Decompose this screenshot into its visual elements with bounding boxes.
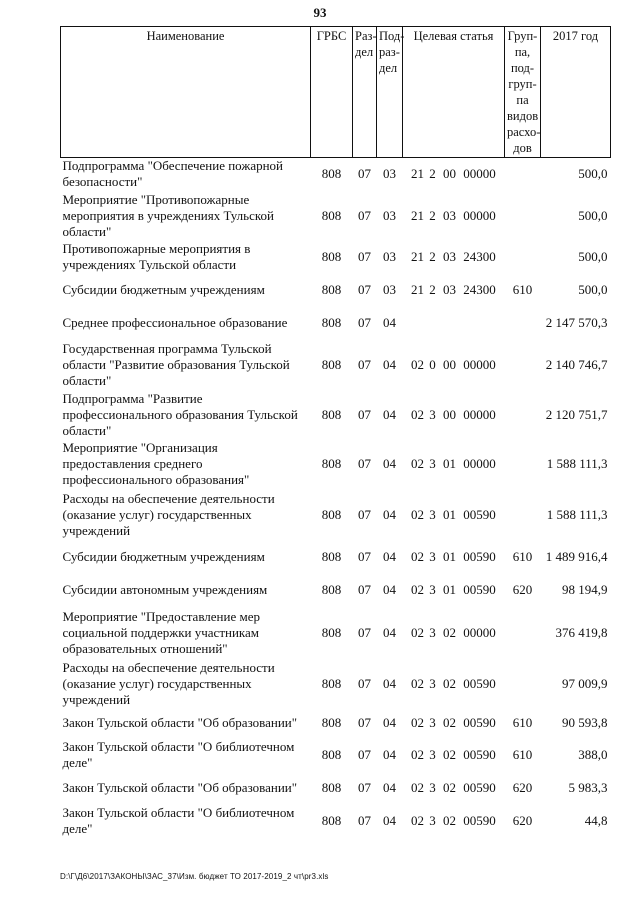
target-article-part: 2	[429, 249, 436, 264]
target-article-part: 02	[411, 406, 424, 422]
target-article-part: 00	[443, 357, 456, 372]
row-name: Мероприятие "Организация предоставления среднего профессионального образования"	[62, 439, 250, 487]
row-section: 07	[358, 357, 371, 372]
target-article-part: 03	[443, 249, 456, 264]
row-amount: 1 588 111,3	[546, 455, 608, 471]
row-subsection: 04	[383, 548, 396, 564]
table-row	[61, 607, 611, 659]
target-article-part: 2	[429, 207, 436, 223]
row-section: 07	[358, 207, 371, 223]
row-expense-group	[505, 340, 541, 391]
table-header	[61, 27, 611, 158]
target-article-part: 3	[429, 714, 436, 730]
table-row	[61, 158, 611, 191]
row-section: 07	[358, 675, 371, 691]
header-year: 2017 год	[541, 27, 611, 158]
target-article-part: 2	[429, 282, 436, 297]
target-article-part: 00590	[463, 747, 496, 762]
row-amount: 2 140 746,7	[545, 357, 608, 372]
row-subsection: 04	[383, 812, 396, 828]
row-amount: 388,0	[578, 747, 608, 762]
row-section: 07	[358, 166, 371, 182]
target-article-part: 0	[429, 357, 436, 372]
row-target-article	[403, 241, 505, 274]
row-subsection: 04	[383, 675, 396, 691]
target-article-part: 02	[411, 624, 424, 640]
row-name: Расходы на обеспечение деятельности (оказание услуг) государственных учреждений	[62, 659, 275, 707]
table-row	[61, 659, 611, 709]
page-number: 93	[313, 5, 327, 20]
target-article-part: 01	[443, 506, 456, 522]
row-grbs: 808	[321, 812, 342, 828]
row-grbs: 808	[321, 207, 342, 223]
row-section: 07	[358, 455, 371, 471]
row-subsection: 04	[383, 455, 396, 471]
row-section: 07	[358, 714, 371, 730]
row-target-article	[403, 439, 505, 489]
row-amount: 5 983,3	[568, 780, 608, 795]
target-article-part: 00590	[463, 675, 496, 691]
row-grbs: 808	[321, 548, 342, 564]
row-grbs: 808	[321, 675, 342, 691]
row-expense-group	[505, 607, 541, 659]
row-section: 07	[358, 506, 371, 522]
target-article-part: 00590	[463, 548, 496, 564]
row-name: Закон Тульской области "О библиотечном деле"	[62, 739, 295, 770]
table-row	[61, 737, 611, 774]
row-subsection: 04	[383, 714, 396, 730]
row-section: 07	[358, 624, 371, 640]
row-expense-group	[505, 241, 541, 274]
target-article-part: 00000	[463, 166, 496, 182]
row-amount: 97 009,9	[562, 675, 608, 691]
target-article-part: 21	[411, 249, 424, 264]
row-target-article	[403, 709, 505, 737]
row-target-article	[403, 607, 505, 659]
target-article-part: 01	[443, 581, 456, 597]
row-subsection: 03	[383, 282, 396, 297]
row-subsection: 03	[383, 207, 396, 223]
row-grbs: 808	[321, 714, 342, 730]
table-row	[61, 340, 611, 391]
table-row	[61, 541, 611, 573]
row-expense-group: 620	[512, 581, 533, 597]
row-subsection: 04	[383, 357, 396, 372]
target-article-part: 3	[429, 506, 436, 522]
row-expense-group	[505, 158, 541, 191]
row-name: Мероприятие "Предоставление мер социальной поддержки участникам образовательных отношений"	[62, 608, 260, 656]
target-article-part: 02	[411, 675, 424, 691]
row-name: Подпрограмма "Развитие профессионального образования Тульской области"	[62, 390, 298, 438]
target-article-part: 02	[443, 714, 456, 730]
row-target-article	[403, 803, 505, 839]
row-name: Субсидии автономным учреждениям	[62, 581, 268, 597]
target-article-part: 02	[411, 714, 424, 730]
table-row	[61, 191, 611, 241]
row-name: Закон Тульской области "О библиотечном деле"	[62, 804, 295, 836]
header-name: Наименование	[61, 27, 311, 158]
table-row	[61, 391, 611, 439]
row-name: Государственная программа Тульской области "Развитие образования Тульской области"	[62, 341, 290, 388]
row-expense-group: 620	[512, 780, 533, 795]
target-article-part: 02	[411, 780, 424, 795]
row-subsection: 04	[383, 406, 396, 422]
row-target-article	[403, 158, 505, 191]
row-subsection: 04	[383, 747, 396, 762]
row-grbs: 808	[321, 166, 342, 182]
target-article-part: 02	[443, 747, 456, 762]
header-section: Раз- дел	[353, 27, 377, 158]
target-article-part: 21	[411, 166, 424, 182]
row-amount: 376 419,8	[555, 624, 608, 640]
target-article-part: 02	[443, 780, 456, 795]
target-article-part: 01	[443, 548, 456, 564]
row-target-article	[403, 573, 505, 607]
target-article-part: 02	[411, 548, 424, 564]
row-target-article	[403, 191, 505, 241]
row-section: 07	[358, 747, 371, 762]
target-article-part: 2	[429, 166, 436, 182]
target-article-part: 02	[443, 624, 456, 640]
target-article-part: 02	[411, 747, 424, 762]
row-grbs: 808	[321, 506, 342, 522]
target-article-part: 00	[443, 406, 456, 422]
row-section: 07	[358, 581, 371, 597]
table-row	[61, 709, 611, 737]
table-row	[61, 274, 611, 307]
row-expense-group: 620	[512, 812, 533, 828]
row-grbs: 808	[321, 624, 342, 640]
target-article-part: 02	[411, 357, 424, 372]
row-amount: 500,0	[578, 166, 608, 182]
row-amount: 2 147 570,3	[545, 315, 608, 330]
row-name: Субсидии бюджетным учреждениям	[62, 548, 265, 564]
target-article-part: 3	[429, 780, 436, 795]
target-article-part: 00000	[463, 406, 496, 422]
row-section: 07	[358, 780, 371, 795]
row-name: Противопожарные мероприятия в учреждениях Тульской области	[62, 241, 251, 272]
row-amount: 1 588 111,3	[546, 506, 608, 522]
row-amount: 500,0	[578, 207, 608, 223]
header-grbs: ГРБС	[311, 27, 353, 158]
header-target-article: Целевая статья	[403, 27, 505, 158]
row-grbs: 808	[321, 747, 342, 762]
header-expense-group: Груп- па, под- груп- па видов расхо- дов	[505, 27, 541, 158]
row-expense-group	[505, 659, 541, 709]
row-section: 07	[358, 249, 371, 264]
target-article-part: 3	[429, 747, 436, 762]
row-grbs: 808	[321, 455, 342, 471]
target-article-part: 02	[411, 812, 424, 828]
row-amount: 44,8	[584, 812, 608, 828]
target-article-part: 00590	[463, 780, 496, 795]
row-amount: 1 489 916,4	[545, 548, 608, 564]
target-article-part: 03	[443, 282, 456, 297]
row-target-article	[403, 659, 505, 709]
target-article-part: 00	[443, 166, 456, 182]
row-amount: 90 593,8	[562, 714, 608, 730]
target-article-part: 00590	[463, 812, 496, 828]
table-body	[61, 158, 611, 839]
target-article-part: 02	[443, 812, 456, 828]
row-expense-group	[505, 307, 541, 340]
row-section: 07	[358, 548, 371, 564]
row-name: Субсидии бюджетным учреждениям	[62, 282, 265, 297]
row-name: Мероприятие "Противопожарные мероприятия в учреждениях Тульской области"	[62, 191, 274, 239]
table-row	[61, 439, 611, 489]
row-grbs: 808	[321, 581, 342, 597]
row-target-article	[403, 737, 505, 774]
row-subsection: 04	[383, 315, 396, 330]
target-article-part: 02	[411, 581, 424, 597]
target-article-part: 3	[429, 675, 436, 691]
target-article-part: 3	[429, 812, 436, 828]
row-expense-group	[505, 439, 541, 489]
row-section: 07	[358, 406, 371, 422]
row-amount: 500,0	[578, 249, 608, 264]
target-article-part: 00000	[463, 357, 496, 372]
file-path-footer: D:\Г\Д6\2017\ЗАКОНЫ\ЗАС_37\Изм. бюджет ТО 2017-2019_2 чт\pr3.xls	[60, 872, 329, 881]
row-grbs: 808	[321, 282, 342, 297]
target-article-part: 01	[443, 455, 456, 471]
row-target-article	[403, 489, 505, 541]
target-article-part: 21	[411, 207, 424, 223]
row-name: Среднее профессиональное образование	[62, 315, 288, 330]
target-article-part: 24300	[463, 282, 496, 297]
row-expense-group	[505, 191, 541, 241]
target-article-part: 00000	[463, 455, 496, 471]
target-article-part: 00590	[463, 506, 496, 522]
row-subsection: 04	[383, 624, 396, 640]
row-name: Расходы на обеспечение деятельности (оказание услуг) государственных учреждений	[62, 490, 275, 538]
row-grbs: 808	[321, 249, 342, 264]
target-article-part: 02	[443, 675, 456, 691]
target-article-part: 3	[429, 455, 436, 471]
row-amount: 2 120 751,7	[545, 406, 608, 422]
row-grbs: 808	[321, 406, 342, 422]
target-article-part: 24300	[463, 249, 496, 264]
target-article-part: 00000	[463, 624, 496, 640]
row-grbs: 808	[321, 780, 342, 795]
table-row	[61, 489, 611, 541]
row-expense-group: 610	[512, 747, 533, 762]
target-article-part: 00590	[463, 581, 496, 597]
row-subsection: 04	[383, 506, 396, 522]
row-target-article	[403, 774, 505, 803]
target-article-part: 3	[429, 406, 436, 422]
row-expense-group	[505, 489, 541, 541]
header-subsection: Под- раз- дел	[377, 27, 403, 158]
target-article-part: 02	[411, 506, 424, 522]
row-target-article	[403, 274, 505, 307]
row-target-article	[403, 541, 505, 573]
table-row	[61, 803, 611, 839]
target-article-part: 03	[443, 207, 456, 223]
row-expense-group	[505, 391, 541, 439]
row-subsection: 04	[383, 780, 396, 795]
row-expense-group: 610	[512, 714, 533, 730]
row-amount: 98 194,9	[562, 581, 608, 597]
row-name: Подпрограмма "Обеспечение пожарной безопасности"	[62, 158, 284, 190]
target-article-part: 3	[429, 581, 436, 597]
row-subsection: 03	[383, 249, 396, 264]
row-target-article	[403, 391, 505, 439]
target-article-part: 02	[411, 455, 424, 471]
table-row	[61, 241, 611, 274]
row-section: 07	[358, 315, 371, 330]
table-row	[61, 774, 611, 803]
row-expense-group: 610	[512, 282, 533, 297]
row-subsection: 04	[383, 581, 396, 597]
table-row	[61, 573, 611, 607]
row-subsection: 03	[383, 166, 396, 182]
target-article-part: 00000	[463, 207, 496, 223]
row-expense-group: 610	[512, 548, 533, 564]
row-name: Закон Тульской области "Об образовании"	[62, 780, 298, 795]
row-name: Закон Тульской области "Об образовании"	[62, 714, 298, 730]
row-grbs: 808	[321, 357, 342, 372]
target-article-part: 21	[411, 282, 424, 297]
budget-table	[60, 26, 611, 839]
target-article-part: 3	[429, 548, 436, 564]
row-grbs: 808	[321, 315, 342, 330]
target-article-part: 00590	[463, 714, 496, 730]
row-target-article	[403, 307, 505, 340]
target-article-part: 3	[429, 624, 436, 640]
table-row	[61, 307, 611, 340]
row-section: 07	[358, 812, 371, 828]
row-amount: 500,0	[578, 282, 608, 297]
row-target-article	[403, 340, 505, 391]
row-section: 07	[358, 282, 371, 297]
